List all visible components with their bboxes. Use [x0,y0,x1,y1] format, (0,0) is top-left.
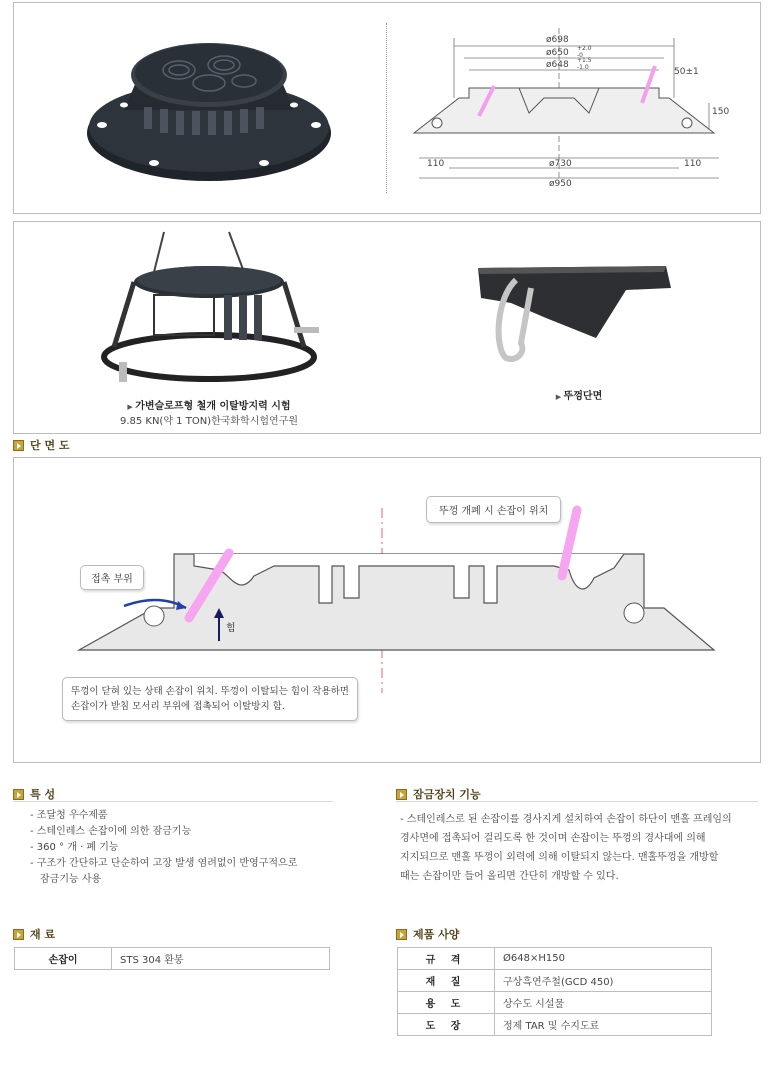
test-caption [94,397,324,427]
dim-110-left: 110 [427,159,445,169]
pullout-test-photo [99,227,329,397]
spec-key: 도 장 [398,1014,495,1036]
force-label: 힘 [226,623,236,634]
feature-item: - 360 ° 개 · 폐 기능 [30,842,119,853]
section-caption [514,387,644,402]
spec-value: 상수도 시설물 [495,992,712,1014]
feature-item: - 조달청 우수제품 [30,810,108,821]
dim-650: ø650 [546,48,569,58]
feature-item: - 스테인레스 손잡이에 의한 잠금기능 [30,826,192,837]
section-view-title [13,437,70,453]
spec-title [396,926,459,942]
features-list [30,808,350,888]
features-title [13,786,55,802]
material-value: STS 304 환봉 [112,948,330,970]
lock-title [396,786,481,802]
table-row [398,970,712,992]
lock-underline [396,801,758,802]
feature-item: 잠금기능 사용 [40,874,102,885]
tag-contact: 접촉 부위 [80,565,144,590]
lock-title-text: 잠금장치 기능 [413,788,481,801]
manhole-cover-photo [84,15,334,205]
spec-value: 정제 TAR 및 수지도료 [495,1014,712,1036]
table-row [398,1014,712,1036]
caption-arrow-icon: ▶ [127,403,136,411]
section-caption-text: 뚜껑단면 [563,391,603,402]
table-row [15,948,330,970]
note-box: 뚜껑이 닫혀 있는 상태 손잡이 위치. 뚜껑이 이탈되는 힘이 작용하면 손잡이가 받침 모서리 부위에 접촉되어 이탈방지 함. [62,677,358,721]
spec-title-text: 제품 사양 [413,928,460,941]
dim-110-right: 110 [684,159,702,169]
bullet-icon [13,789,24,800]
bullet-icon [13,440,24,451]
dim-648-lower: -1.0 [577,64,589,71]
dim-650-upper: +2.0 [577,45,592,52]
table-row [398,948,712,970]
material-key: 손잡이 [15,948,112,970]
spec-value: 구상흑연주철(GCD 450) [495,970,712,992]
spec-table [397,947,712,1036]
material-table [14,947,330,970]
features-underline [13,801,333,802]
section-drawing-panel [13,457,761,763]
dimension-drawing [409,8,739,208]
test-panel [13,221,761,434]
spec-value: Ø648×H150 [495,948,712,970]
test-caption-title: 가변슬로프형 철개 이탈방지력 시험 [135,401,291,412]
lock-text: - 스테인레스로 된 손잡이를 경사지게 설치하여 손잡이 하단이 맨홀 프레임의 경사면에 접촉되어 걸리도록 한 것이며 손잡이는 뚜껑의 경사대에 의해 지지되므로 맨홀 뚜껑이 외력에 의해 이탈되지 않는다. 맨홀뚜껑을 개방할 때는 손잡이만 들어 올리면 간단히 개방할 수 있다. [400,814,732,882]
test-caption-sub: 9.85 KN(약 1 TON)한국화학시험연구원 [119,416,299,427]
dim-50: 50±1 [674,67,699,77]
material-title-text: 재 료 [30,928,56,941]
spec-key: 규 격 [398,948,495,970]
dim-650-lower: -0 [577,52,583,59]
caption-arrow-icon: ▶ [555,393,564,401]
spec-key: 용 도 [398,992,495,1014]
dim-950: ø950 [549,179,572,189]
bullet-icon [13,929,24,940]
top-panel [13,2,761,214]
feature-item: - 구조가 간단하고 단순하여 고장 발생 염려없이 반영구적으로 [30,858,298,869]
dim-730: ø730 [549,159,572,169]
spec-key: 재 질 [398,970,495,992]
dim-698: ø698 [546,35,569,45]
features-title-text: 특 성 [30,788,56,801]
dim-648-upper: +1.5 [577,57,592,64]
cover-section-photo [476,258,676,368]
section-view-title-text: 단 면 도 [30,439,70,452]
bullet-icon [396,789,407,800]
dim-648: ø648 [546,60,569,70]
dim-150: 150 [712,107,730,117]
material-title [13,926,55,942]
divider-line [386,23,388,193]
tag-open-position: 뚜껑 개폐 시 손잡이 위치 [426,496,561,523]
table-row [398,992,712,1014]
bullet-icon [396,929,407,940]
